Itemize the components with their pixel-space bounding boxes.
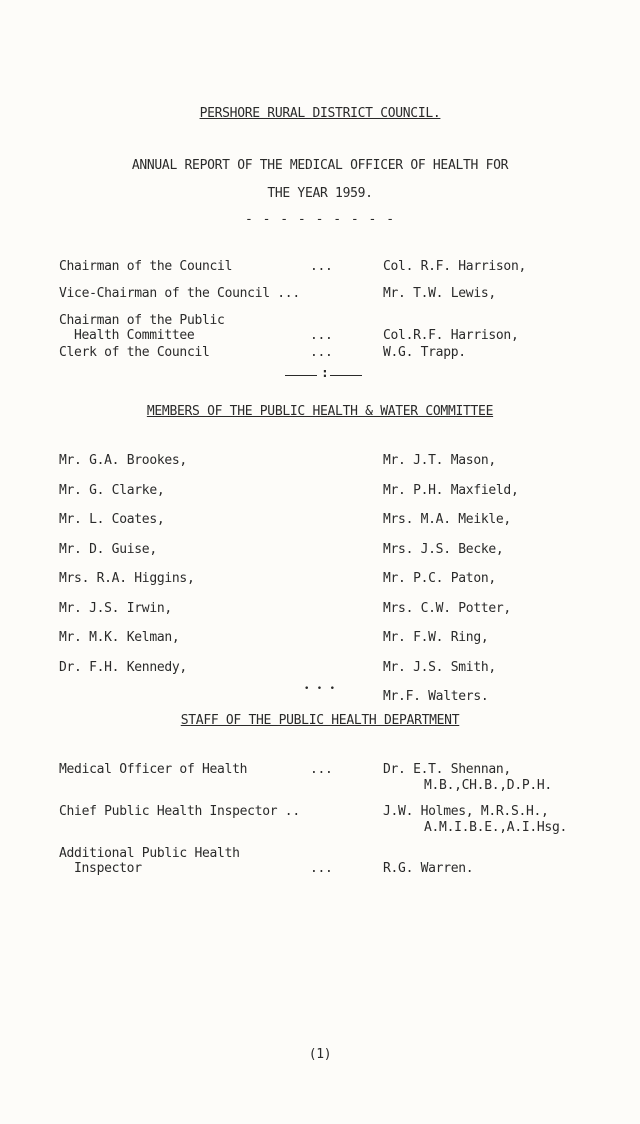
committee-member: Mr. J.S. Smith, bbox=[383, 659, 496, 675]
officer-name: W.G. Trapp. bbox=[383, 345, 466, 360]
committee-member: Mrs. J.S. Becke, bbox=[383, 541, 504, 557]
divider-mark: : bbox=[321, 366, 329, 381]
officer-role: Vice-Chairman of the Council ... bbox=[59, 286, 300, 301]
staff-dots: ... bbox=[310, 861, 333, 876]
staff-name: R.G. Warren. bbox=[383, 861, 474, 876]
staff-heading: STAFF OF THE PUBLIC HEALTH DEPARTMENT bbox=[180, 713, 460, 728]
staff-name: J.W. Holmes, M.R.S.H., bbox=[383, 804, 549, 819]
committee-member: Mr.F. Walters. bbox=[383, 689, 489, 704]
officer-role-line2: Health Committee bbox=[74, 328, 195, 343]
officer-dots: ... bbox=[310, 259, 333, 274]
divider-line-left bbox=[285, 375, 317, 376]
officer-name: Mr. T.W. Lewis, bbox=[383, 286, 496, 301]
separator-dots: • • • bbox=[303, 684, 337, 694]
committee-list-right bbox=[383, 453, 518, 719]
committee-member: Mr. J.S. Irwin, bbox=[59, 600, 172, 616]
officer-name: Col.R.F. Harrison, bbox=[383, 328, 519, 343]
staff-dots: ... bbox=[310, 762, 333, 777]
committee-member: Mrs. M.A. Meikle, bbox=[383, 512, 511, 527]
committee-member: Mrs. C.W. Potter, bbox=[383, 600, 511, 616]
officer-role: Chairman of the Council bbox=[59, 259, 233, 274]
committee-heading: MEMBERS OF THE PUBLIC HEALTH & WATER COMMITTEE bbox=[146, 404, 494, 419]
committee-member: Mr. D. Guise, bbox=[59, 541, 157, 557]
council-title: PERSHORE RURAL DISTRICT COUNCIL. bbox=[199, 106, 441, 121]
staff-role-line2: Inspector bbox=[74, 861, 142, 876]
committee-member: Mrs. R.A. Higgins, bbox=[59, 571, 195, 586]
report-title-line1: ANNUAL REPORT OF THE MEDICAL OFFICER OF HEALTH FOR bbox=[131, 158, 509, 173]
committee-member: Mr. P.C. Paton, bbox=[383, 571, 496, 586]
committee-member: Mr. P.H. Maxfield, bbox=[383, 482, 519, 498]
staff-role: Medical Officer of Health bbox=[59, 762, 248, 777]
officer-dots: ... bbox=[310, 345, 333, 360]
staff-name: Dr. E.T. Shennan, bbox=[383, 762, 511, 777]
committee-list-left bbox=[59, 453, 194, 689]
committee-member: Dr. F.H. Kennedy, bbox=[59, 659, 187, 675]
page-number: (1) bbox=[308, 1047, 332, 1062]
divider-line-right bbox=[330, 375, 362, 376]
staff-role: Chief Public Health Inspector .. bbox=[59, 804, 300, 819]
dash-rule: - - - - - - - - - bbox=[244, 212, 396, 227]
officer-role: Clerk of the Council bbox=[59, 345, 210, 360]
committee-member: Mr. G. Clarke, bbox=[59, 482, 165, 498]
officer-role-line1: Chairman of the Public bbox=[59, 313, 225, 328]
officer-dots: ... bbox=[310, 328, 333, 343]
committee-member: Mr. M.K. Kelman, bbox=[59, 630, 180, 645]
committee-member: Mr. L. Coates, bbox=[59, 512, 165, 527]
staff-role-line1: Additional Public Health bbox=[59, 846, 240, 861]
committee-member: Mr. J.T. Mason, bbox=[383, 453, 496, 468]
staff-quals: M.B.,CH.B.,D.P.H. bbox=[424, 778, 552, 793]
committee-member: Mr. F.W. Ring, bbox=[383, 630, 489, 645]
officer-name: Col. R.F. Harrison, bbox=[383, 259, 527, 274]
staff-quals: A.M.I.B.E.,A.I.Hsg. bbox=[424, 820, 568, 835]
report-title-line2: THE YEAR 1959. bbox=[267, 186, 373, 201]
committee-member: Mr. G.A. Brookes, bbox=[59, 453, 187, 468]
